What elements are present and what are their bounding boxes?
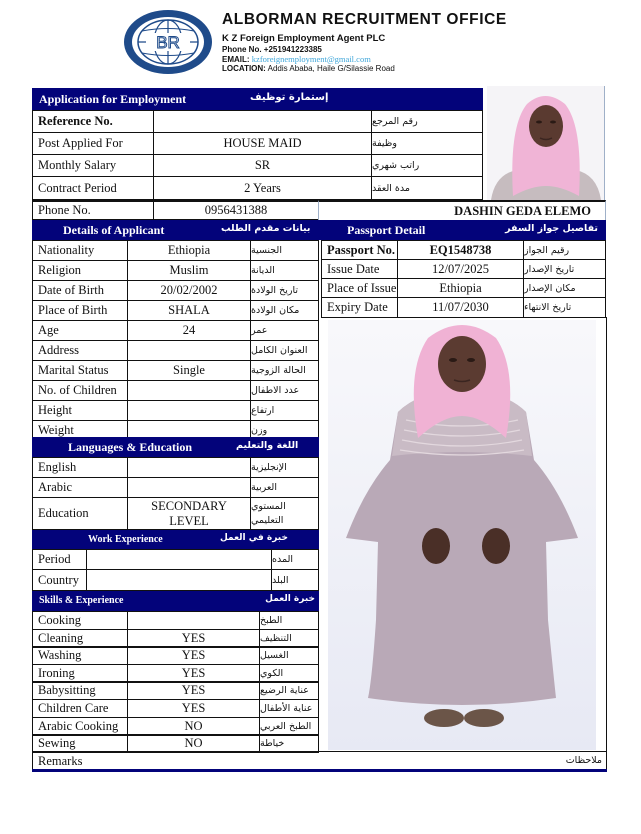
place-of-issue-label-ar: مكان الإصدار bbox=[523, 278, 606, 298]
weight-label-ar: وزن bbox=[250, 420, 319, 441]
skill-cleaning-label-ar: التنظيف bbox=[259, 629, 319, 648]
company-email: EMAIL: kzforeignemployment@gmail.com bbox=[222, 53, 371, 64]
phone-label: Phone No. bbox=[32, 200, 154, 220]
monthly-salary-label-ar: راتب شهري bbox=[371, 154, 483, 177]
no-of-children-label: No. of Children bbox=[32, 380, 128, 401]
reference-no-value bbox=[153, 110, 372, 133]
passport-no-label-ar: رقيم الجواز bbox=[523, 240, 606, 260]
portrait-image-icon bbox=[487, 86, 605, 200]
portrait-photo bbox=[487, 86, 605, 200]
email-link[interactable]: kzforeignemployment@gmail.com bbox=[251, 53, 371, 64]
skill-cleaning-value: YES bbox=[127, 629, 260, 648]
country-label-ar: البلد bbox=[271, 569, 319, 591]
company-subtitle: K Z Foreign Employment Agent PLC bbox=[222, 33, 386, 44]
skill-washing-value: YES bbox=[127, 646, 260, 665]
issue-date-value: 12/07/2025 bbox=[397, 259, 524, 279]
english-label: English bbox=[32, 457, 128, 478]
applicant-name: DASHIN GEDA ELEMO bbox=[454, 204, 591, 218]
languages-header bbox=[32, 437, 319, 457]
nationality-label: Nationality bbox=[32, 240, 128, 261]
post-applied-label-ar: وظيفة bbox=[371, 132, 483, 155]
arabic-label-ar: العربية bbox=[250, 477, 319, 498]
skill-washing-label: Washing bbox=[32, 646, 128, 665]
passport-no-value: EQ1548738 bbox=[397, 240, 524, 260]
remarks-label-ar: ملاحظات bbox=[565, 755, 602, 766]
country-label: Country bbox=[32, 569, 87, 591]
height-value bbox=[127, 400, 251, 421]
monthly-salary-value: SR bbox=[153, 154, 372, 177]
company-info bbox=[222, 10, 507, 74]
skill-arabic-cooking-value: NO bbox=[127, 717, 260, 736]
contract-period-label-ar: مدة العقد bbox=[371, 176, 483, 200]
skill-cooking-label: Cooking bbox=[32, 611, 128, 630]
full-body-image-icon bbox=[328, 320, 596, 750]
issue-date-label: Issue Date bbox=[321, 259, 398, 279]
skill-children-care-label-ar: عناية الأطفال bbox=[259, 699, 319, 718]
education-label-ar: المستوي التعليمي bbox=[250, 497, 319, 530]
skill-arabic-cooking-label-ar: الطبخ العربي bbox=[259, 717, 319, 736]
age-value: 24 bbox=[127, 320, 251, 341]
period-label-ar: المده bbox=[271, 549, 319, 570]
company-location: LOCATION: Addis Ababa, Haile G/Silassie Road bbox=[222, 64, 395, 73]
skill-arabic-cooking-label: Arabic Cooking bbox=[32, 717, 128, 736]
english-label-ar: الإنجليزية bbox=[250, 457, 319, 478]
contract-period-value: 2 Years bbox=[153, 176, 372, 200]
arabic-value bbox=[127, 477, 251, 498]
expiry-date-label-ar: تاريخ الانتهاء bbox=[523, 297, 606, 318]
place-of-birth-label-ar: مكان الولادة bbox=[250, 300, 319, 321]
passport-title-ar: تفاصيل جواز السفر bbox=[505, 223, 598, 234]
country-value bbox=[86, 569, 272, 591]
passport-no-label: Passport No. bbox=[321, 240, 398, 260]
passport-title-en: Passport Detail bbox=[347, 223, 426, 237]
skill-babysitting-label: Babysitting bbox=[32, 681, 128, 700]
religion-label: Religion bbox=[32, 260, 128, 281]
height-label-ar: ارتفاع bbox=[250, 400, 319, 421]
details-header bbox=[32, 220, 319, 240]
skill-ironing-value: YES bbox=[127, 664, 260, 683]
languages-title-en: Languages & Education bbox=[68, 440, 193, 454]
phone-value: 0956431388 bbox=[153, 200, 319, 220]
no-of-children-value bbox=[127, 380, 251, 401]
skill-babysitting-label-ar: عناية الرضيع bbox=[259, 681, 319, 700]
languages-title-ar: اللغة والتعليم bbox=[236, 440, 299, 451]
application-title-ar: إستمارة توظيف bbox=[250, 92, 329, 103]
company-logo-icon bbox=[122, 8, 214, 76]
education-value-line1: SECONDARY bbox=[151, 498, 227, 513]
no-of-children-label-ar: عدد الاطفال bbox=[250, 380, 319, 401]
full-body-photo bbox=[328, 320, 596, 750]
nationality-value: Ethiopia bbox=[127, 240, 251, 261]
work-title-ar: خبرة في العمل bbox=[220, 533, 288, 543]
date-of-birth-label-ar: تاريخ الولادة bbox=[250, 280, 319, 301]
skill-washing-label-ar: الغسيل bbox=[259, 646, 319, 665]
skill-cooking-value bbox=[127, 611, 260, 630]
skill-cooking-label-ar: الطبخ bbox=[259, 611, 319, 630]
work-header bbox=[32, 530, 319, 549]
age-label-ar: عمر bbox=[250, 320, 319, 341]
height-label: Height bbox=[32, 400, 128, 421]
place-of-birth-value: SHALA bbox=[127, 300, 251, 321]
nationality-label-ar: الجنسية bbox=[250, 240, 319, 261]
skill-sewing-label-ar: خياطة bbox=[259, 734, 319, 753]
skills-header bbox=[32, 591, 319, 611]
weight-label: Weight bbox=[32, 420, 128, 441]
marital-status-value: Single bbox=[127, 360, 251, 381]
reference-no-label-ar: رقم المرجع bbox=[371, 110, 483, 133]
arabic-label: Arabic bbox=[32, 477, 128, 498]
passport-header bbox=[319, 220, 606, 240]
company-name: ALBORMAN RECRUITMENT OFFICE bbox=[222, 11, 507, 28]
remarks-label: Remarks bbox=[38, 754, 83, 768]
place-of-birth-label: Place of Birth bbox=[32, 300, 128, 321]
work-title-en: Work Experience bbox=[88, 534, 163, 545]
period-label: Period bbox=[32, 549, 87, 570]
education-label: Education bbox=[32, 497, 128, 530]
marital-status-label: Marital Status bbox=[32, 360, 128, 381]
expiry-date-label: Expiry Date bbox=[321, 297, 398, 318]
issue-date-label-ar: تاريخ الإصدار bbox=[523, 259, 606, 279]
post-applied-value: HOUSE MAID bbox=[153, 132, 372, 155]
contract-period-label: Contract Period bbox=[32, 176, 154, 200]
application-title-en: Application for Employment bbox=[39, 92, 187, 106]
skill-children-care-label: Children Care bbox=[32, 699, 128, 718]
skills-title-ar: خبرة العمل bbox=[265, 594, 315, 604]
details-title-ar: بيانات مقدم الطلب bbox=[221, 223, 311, 234]
period-value bbox=[86, 549, 272, 570]
name-cell bbox=[318, 200, 606, 220]
date-of-birth-value: 20/02/2002 bbox=[127, 280, 251, 301]
address-value bbox=[127, 340, 251, 361]
education-value bbox=[127, 497, 251, 530]
english-value bbox=[127, 457, 251, 478]
place-of-issue-label: Place of Issue bbox=[321, 278, 398, 298]
religion-value: Muslim bbox=[127, 260, 251, 281]
post-applied-label: Post Applied For bbox=[32, 132, 154, 155]
remarks-row bbox=[32, 751, 607, 771]
skill-children-care-value: YES bbox=[127, 699, 260, 718]
expiry-date-value: 11/07/2030 bbox=[397, 297, 524, 318]
bottom-rule bbox=[32, 769, 607, 772]
place-of-issue-value: Ethiopia bbox=[397, 278, 524, 298]
education-value-line2: LEVEL bbox=[169, 513, 209, 528]
skill-sewing-label: Sewing bbox=[32, 734, 128, 753]
address-label: Address bbox=[32, 340, 128, 361]
company-phone: Phone No. +251941223385 bbox=[222, 45, 322, 54]
reference-no-label: Reference No. bbox=[32, 110, 154, 133]
skill-babysitting-value: YES bbox=[127, 681, 260, 700]
address-label-ar: العنوان الكامل bbox=[250, 340, 319, 361]
marital-status-label-ar: الحالة الزوجية bbox=[250, 360, 319, 381]
date-of-birth-label: Date of Birth bbox=[32, 280, 128, 301]
religion-label-ar: الديانة bbox=[250, 260, 319, 281]
letterhead bbox=[118, 6, 538, 78]
skills-title-en: Skills & Experience bbox=[39, 595, 124, 606]
skill-sewing-value: NO bbox=[127, 734, 260, 753]
monthly-salary-label: Monthly Salary bbox=[32, 154, 154, 177]
skill-ironing-label-ar: الكوي bbox=[259, 664, 319, 683]
skill-cleaning-label: Cleaning bbox=[32, 629, 128, 648]
application-header bbox=[32, 88, 483, 110]
age-label: Age bbox=[32, 320, 128, 341]
skill-ironing-label: Ironing bbox=[32, 664, 128, 683]
details-title-en: Details of Applicant bbox=[63, 223, 165, 237]
svg-text:BR: BR bbox=[156, 33, 180, 52]
